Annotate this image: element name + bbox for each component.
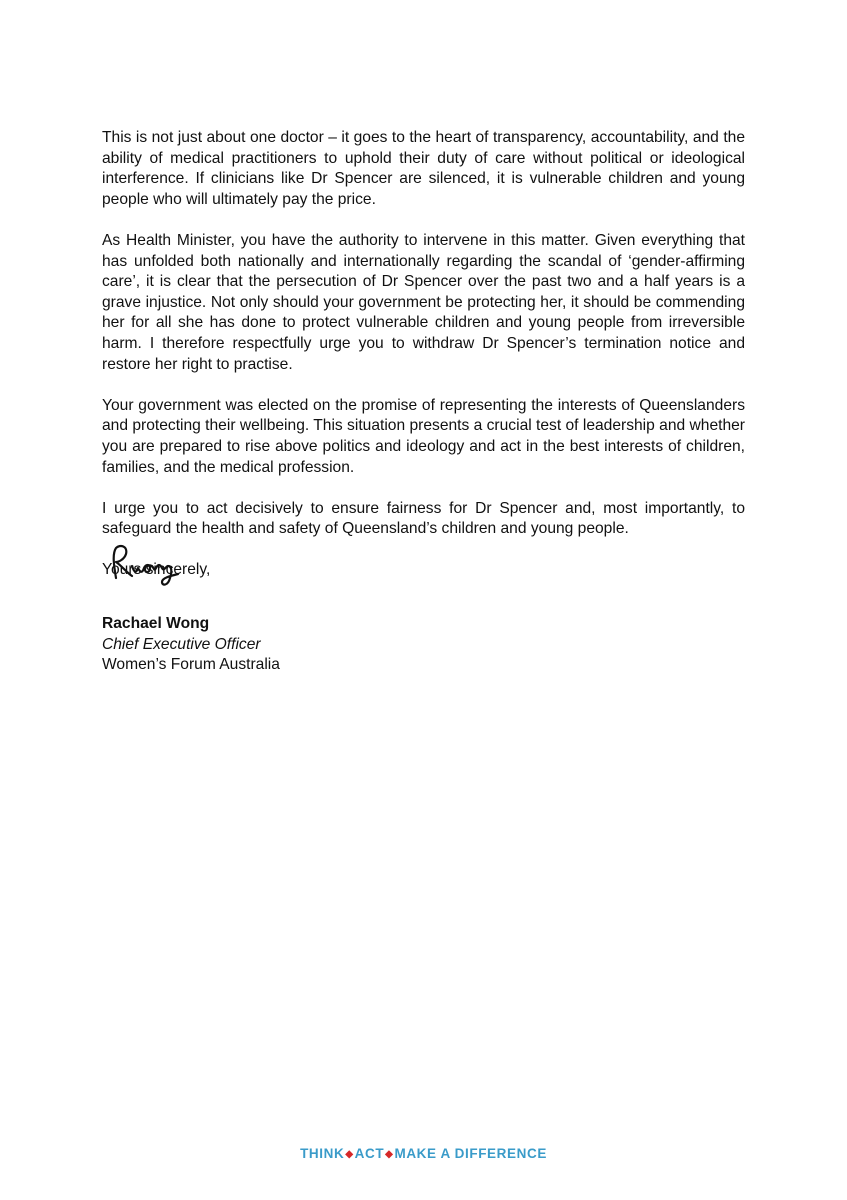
tagline-diamond-icon: ◆ bbox=[385, 1149, 394, 1160]
closing-salutation: Yours sincerely, bbox=[102, 561, 211, 579]
paragraph-4: I urge you to act decisively to ensure fairness for Dr Spencer and, most importantly, to safeguard the health and safety of Queensland’s children and young people. bbox=[102, 499, 745, 538]
handwritten-signature bbox=[104, 538, 204, 590]
letter-body bbox=[102, 128, 745, 581]
paragraph-2: As Health Minister, you have the authority to intervene in this matter. Given everything that has unfolded both nationally and internationally regarding the scandal of ‘gender-affirming care’, it is clear that the persecution of Dr Spencer over the past two and a half years is a grave injustice. Not only should your government be protecting her, it should be commending her for all she has done to protect vulnerable children and young people from irreversible harm. I therefore respectfully urge you to withdraw Dr Spencer’s termination notice and restore her right to practise. bbox=[102, 231, 745, 373]
signatory-title: Chief Executive Officer bbox=[102, 635, 261, 653]
signature-block bbox=[102, 614, 280, 676]
signatory-organisation: Women’s Forum Australia bbox=[102, 656, 280, 674]
tagline-think: THINK bbox=[300, 1146, 345, 1161]
tagline-make-a-difference: MAKE A DIFFERENCE bbox=[394, 1146, 547, 1161]
tagline-diamond-icon: ◆ bbox=[345, 1149, 354, 1160]
paragraph-1: This is not just about one doctor – it goes to the heart of transparency, accountability, and the ability of medical practitioners to uphold their duty of care without political or ideological interference. If clinicians like Dr Spencer are silenced, it is vulnerable children and young people who will ultimately pay the price. bbox=[102, 129, 745, 208]
footer-tagline bbox=[0, 1146, 847, 1161]
tagline-act: ACT bbox=[354, 1146, 385, 1161]
paragraph-3: Your government was elected on the promise of representing the interests of Queenslanders and protecting their wellbeing. This situation presents a crucial test of leadership and whether you are prepared to rise above politics and ideology and act in the best interests of children, families, and the medical profession. bbox=[102, 396, 745, 476]
signatory-name: Rachael Wong bbox=[102, 615, 210, 632]
